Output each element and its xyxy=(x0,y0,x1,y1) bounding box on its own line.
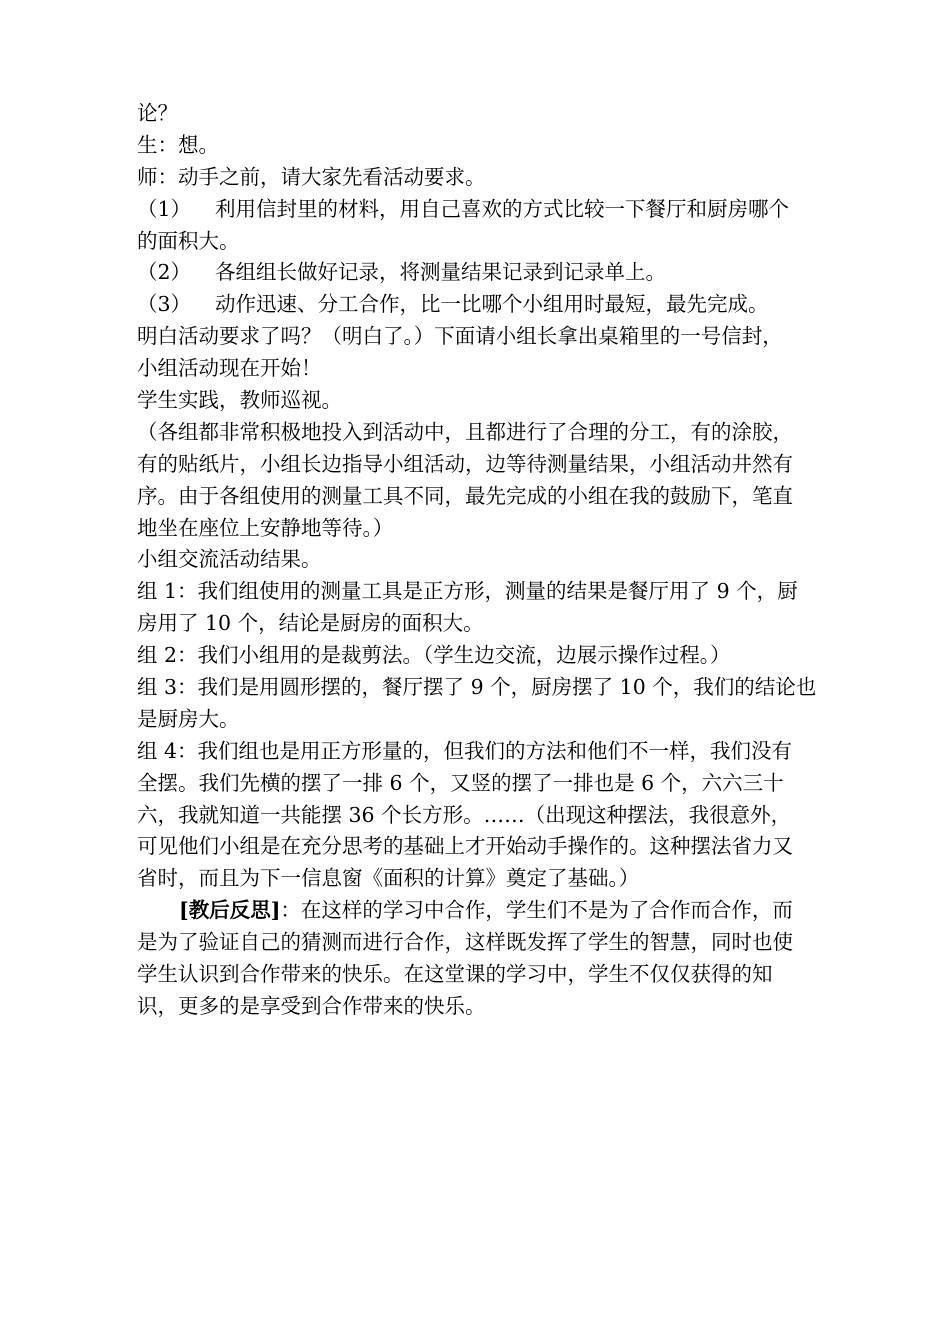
text-line: 组 4：我们组也是用正方形量的，但我们的方法和他们不一样，我们没有 xyxy=(137,738,793,763)
text-line: 房用了 10 个，结论是厨房的面积大。 xyxy=(137,611,484,636)
reflection-heading: [教后反思] xyxy=(179,898,281,923)
text-line: 序。由于各组使用的测量工具不同，最先完成的小组在我的鼓励下，笔直 xyxy=(137,483,793,508)
requirement-item xyxy=(137,289,853,321)
requirement-text: 利用信封里的材料，用自己喜欢的方式比较一下餐厅和厨房哪个 xyxy=(215,196,789,221)
text-line: 有的贴纸片，小组长边指导小组活动，边等待测量结果，小组活动井然有 xyxy=(137,451,793,476)
text-line: 全摆。我们先横的摆了一排 6 个，又竖的摆了一排也是 6 个，六六三十 xyxy=(137,770,784,795)
requirement-text: 各组组长做好记录，将测量结果记录到记录单上。 xyxy=(215,260,666,285)
text-line: （各组都非常积极地投入到活动中，且都进行了合理的分工，有的涂胶， xyxy=(137,419,793,444)
text-line: 学生实践，教师巡视。 xyxy=(137,388,342,413)
requirement-number: （1） xyxy=(137,196,192,221)
text-line: 小组交流活动结果。 xyxy=(137,547,322,572)
text-line: 可见他们小组是在充分思考的基础上才开始动手操作的。这种摆法省力又 xyxy=(137,834,793,859)
text-line: 是厨房大。 xyxy=(137,706,240,731)
text-line: 明白活动要求了吗？（明白了。）下面请小组长拿出桌箱里的一号信封， xyxy=(137,324,783,349)
text-line: 小组活动现在开始！ xyxy=(137,356,322,381)
requirement-item xyxy=(137,257,853,289)
document-body xyxy=(137,98,853,1023)
text-line: 六，我就知道一共能摆 36 个长方形。……（出现这种摆法，我很意外， xyxy=(137,802,792,827)
text-line: 地坐在座位上安静地等待。） xyxy=(137,515,394,540)
text-line: 学生认识到合作带来的快乐。在这堂课的学习中，学生不仅仅获得的知 xyxy=(137,962,773,987)
text-line: 师：动手之前，请大家先看活动要求。 xyxy=(137,164,486,189)
requirement-item xyxy=(137,194,853,226)
text-line: 组 1：我们组使用的测量工具是正方形，测量的结果是餐厅用了 9 个，厨 xyxy=(137,579,798,604)
text-line: 组 2：我们小组用的是裁剪法。（学生边交流，边展示操作过程。） xyxy=(137,643,731,668)
requirement-continuation: 的面积大。 xyxy=(137,228,240,253)
text-line: 组 3：我们是用圆形摆的，餐厅摆了 9 个，厨房摆了 10 个，我们的结论也 xyxy=(137,675,817,700)
text-line: 省时，而且为下一信息窗《面积的计算》奠定了基础。） xyxy=(137,866,640,891)
reflection-first-line xyxy=(137,895,853,927)
requirement-number: （2） xyxy=(137,260,192,285)
text-line: 是为了验证自己的猜测而进行合作，这样既发挥了学生的智慧，同时也使 xyxy=(137,930,793,955)
text-line: 生：想。 xyxy=(137,132,219,157)
reflection-text: ：在这样的学习中合作，学生们不是为了合作而合作，而 xyxy=(280,898,793,923)
requirement-number: （3） xyxy=(137,292,192,317)
text-line: 识，更多的是享受到合作带来的快乐。 xyxy=(137,993,486,1018)
requirement-text: 动作迅速、分工合作，比一比哪个小组用时最短，最先完成。 xyxy=(215,292,769,317)
text-line: 论？ xyxy=(137,101,178,125)
